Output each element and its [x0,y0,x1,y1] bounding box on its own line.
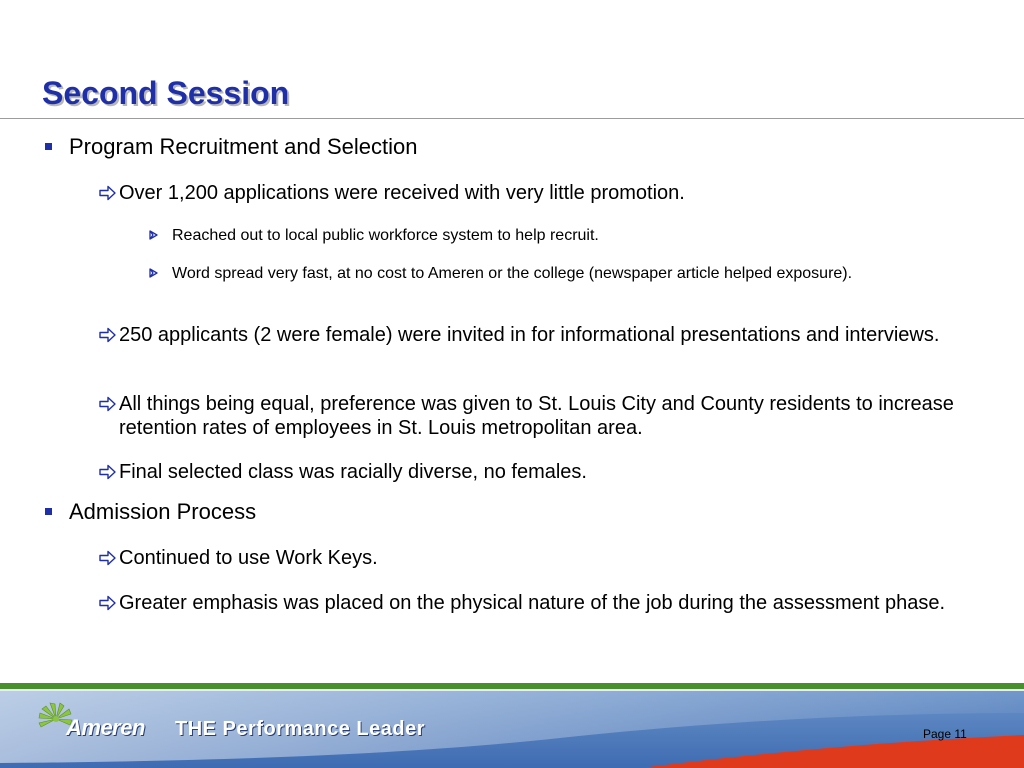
section-heading-label: Program Recruitment and Selection [69,134,418,159]
square-bullet-icon [45,143,52,150]
point-applications [98,181,988,205]
point-text: Continued to use Work Keys. [119,547,378,569]
square-bullet-icon [45,508,52,515]
brand-name: Ameren [66,715,145,740]
outline-arrow-icon [98,392,118,416]
point-work-keys [98,546,988,570]
slide-title: Second Session [42,75,290,111]
outline-arrow-icon [98,460,118,484]
point-text: All things being equal, preference was given to St. Louis City and County residents to increase retention rates of employees in St. Louis metropolitan area. [119,393,954,439]
section-heading-label: Admission Process [69,499,257,524]
subpoint-word-spread [147,263,947,284]
subpoint-workforce [147,225,947,246]
triangle-bullet-icon [147,265,161,281]
page-number: Page 11 [923,727,967,741]
point-text: 250 applicants (2 were female) were invited in for informational presentations and interviews. [119,324,940,346]
outline-arrow-icon [98,591,118,615]
point-final-class [98,460,988,484]
subpoint-text: Reached out to local public workforce system to help recruit. [172,227,599,244]
footer-banner [0,683,1024,768]
outline-arrow-icon [98,181,118,205]
point-text: Over 1,200 applications were received with very little promotion. [119,182,685,204]
point-text: Greater emphasis was placed on the physical nature of the job during the assessment phase. [119,592,946,614]
point-applicants-invited [98,323,988,347]
subpoint-text: Word spread very fast, at no cost to Ameren or the college (newspaper article helped exposure). [172,265,853,282]
outline-arrow-icon [98,323,118,347]
footer-wave-graphic [0,683,1024,768]
triangle-bullet-icon [147,227,161,243]
point-preference [98,392,988,440]
outline-arrow-icon [98,546,118,570]
title-divider [0,118,1024,119]
point-text: Final selected class was racially diverse, no females. [119,461,587,483]
brand-tagline: THE Performance Leader [175,718,425,740]
point-physical-emphasis [98,591,988,615]
